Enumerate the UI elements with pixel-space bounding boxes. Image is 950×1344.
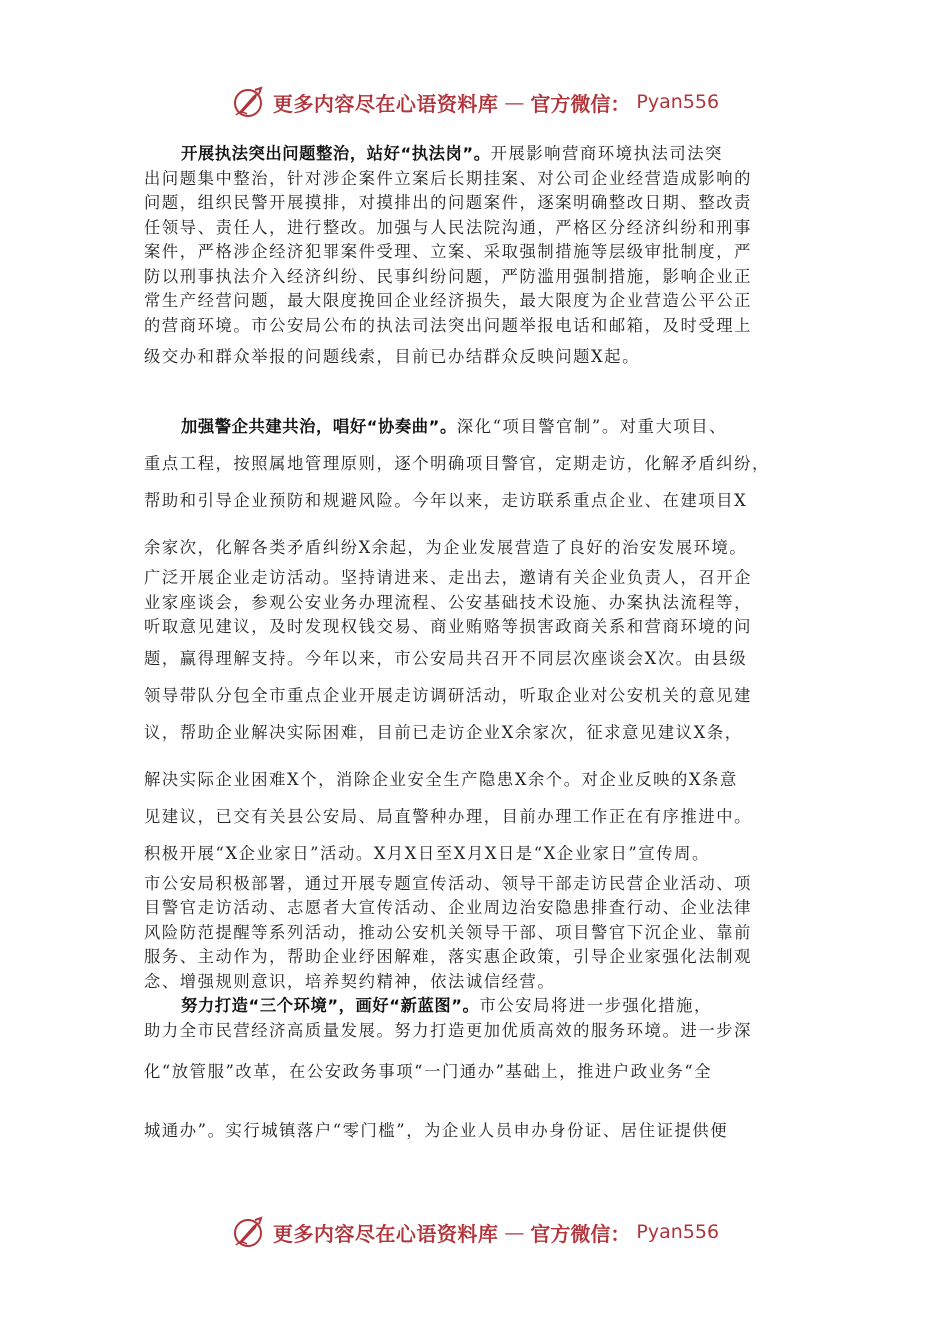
- paragraph-line: 题，赢得理解支持。今年以来，市公安局共召开不同层次座谈会X次。由县级: [144, 648, 748, 668]
- paragraph-line: 听取意见建议，及时发现权钱交易、商业贿赂等损害政商关系和营商环境的问: [144, 617, 752, 636]
- paragraph-line: 案件，严格涉企经济犯罪案件受理、立案、采取强制措施等层级审批制度，严: [144, 242, 752, 261]
- paragraph-line: 目警官走访活动、志愿者大宣传活动、企业周边治安隐患排查行动、企业法律: [144, 898, 752, 917]
- paragraph-line: 问题，组织民警开展摸排，对摸排出的问题案件，逐案明确整改日期、整改责: [144, 193, 752, 212]
- paragraph-line: 风险防范提醒等系列活动，推动公安机关领导干部、项目警官下沉企业、靠前: [144, 922, 752, 942]
- banner-wechat-id: Pyan556: [636, 91, 720, 113]
- paragraph-line: 广泛开展企业走访活动。坚持请进来、走出去，邀请有关企业负责人，召开企: [144, 568, 752, 587]
- footer-banner: [0, 1212, 950, 1252]
- banner-text: 更多内容尽在心语资料库: [272, 1221, 499, 1246]
- paragraph-line: 见建议，已交有关县公安局、局直警种办理，目前办理工作正在有序推进中。: [144, 806, 752, 826]
- document-body: [144, 142, 808, 1149]
- paragraph-text: 深化“项目警官制”。对重大项目、: [456, 417, 728, 436]
- paragraph-line: 领导带队分包全市重点企业开展走访调研活动，听取企业对公安机关的意见建: [144, 685, 752, 705]
- pen-logo-icon: [231, 1214, 267, 1250]
- banner-wechat-label: 官方微信：: [530, 1221, 631, 1246]
- paragraph-lead: 加强警企共建共治，唱好“协奏曲”。: [181, 417, 457, 436]
- paragraph-line: 服务、主动作为，帮助企业纾困解难，落实惠企政策，引导企业家强化法制观: [144, 947, 752, 966]
- paragraph-line: 市公安局积极部署，通过开展专题宣传活动、领导干部走访民营企业活动、项: [144, 873, 752, 893]
- paragraph-lead: 努力打造“三个环境”，画好“新蓝图”。: [181, 996, 480, 1015]
- paragraph-line: 念、增强规则意识，培养契约精神，依法诚信经营。: [144, 971, 556, 991]
- paragraph-line: [144, 994, 808, 1019]
- paragraph-line: 帮助和引导企业预防和规避风险。今年以来，走访联系重点企业、在建项目X: [144, 491, 748, 510]
- paragraph-line: 余家次，化解各类矛盾纠纷X余起，为企业发展营造了良好的治安发展环境。: [144, 538, 748, 557]
- paragraph-line: 议，帮助企业解决实际困难，目前已走访企业X余家次，征求意见建议X条，: [144, 722, 743, 742]
- paragraph-line: 积极开展“X企业家日”活动。X月X日至X月X日是“X企业家日”宣传周。: [144, 843, 710, 863]
- paragraph-line: 解决实际企业困难X个，消除企业安全生产隐患X余个。对企业反映的X条意: [144, 769, 738, 789]
- header-banner: [0, 82, 950, 122]
- paragraph-law-enforcement: [144, 142, 808, 375]
- paragraph-line: 级交办和群众举报的问题线索，目前已办结群众反映问题X起。: [144, 347, 640, 366]
- paragraph-line: 防以刑事执法介入经济纠纷、民事纠纷问题，严防滥用强制措施，影响企业正: [144, 266, 752, 286]
- paragraph-line: 业家座谈会，参观公安业务办理流程、公安基础技术设施、办案执法流程等，: [144, 592, 752, 612]
- paragraph-line: 的营商环境。市公安局公布的执法司法突出问题举报电话和邮箱，及时受理上: [144, 315, 752, 335]
- paragraph-text: 市公安局将进一步强化措施，: [479, 996, 712, 1015]
- paragraph-three-environments: [144, 994, 808, 1149]
- paragraph-line: [144, 408, 808, 445]
- paragraph-line: 化“放管服”改革，在公安政务事项“一门通办”基础上，推进户政业务“全: [144, 1062, 713, 1081]
- paragraph-line: [144, 142, 808, 167]
- paragraph-line: 常生产经营问题，最大限度挽回企业经济损失，最大限度为企业营造公平公正: [144, 291, 752, 310]
- paragraph-police-enterprise: [144, 408, 808, 994]
- paragraph-line: 出问题集中整治，针对涉企案件立案后长期挂案、对公司企业经营造成影响的: [144, 168, 752, 188]
- paragraph-text: 开展影响营商环境执法司法突: [490, 144, 724, 163]
- banner-separator: —: [504, 90, 525, 114]
- banner-separator: —: [504, 1220, 525, 1244]
- pen-logo-icon: [231, 84, 267, 120]
- banner-text: 更多内容尽在心语资料库: [272, 91, 499, 116]
- banner-wechat-id: Pyan556: [636, 1221, 720, 1243]
- paragraph-line: 助力全市民营经济高质量发展。努力打造更加优质高效的服务环境。进一步深: [144, 1020, 752, 1040]
- banner-wechat-label: 官方微信：: [530, 91, 631, 116]
- paragraph-line: 重点工程，按照属地管理原则，逐个明确项目警官，定期走访，化解矛盾纠纷，: [144, 454, 770, 473]
- paragraph-line: 任领导、责任人，进行整改。加强与人民法院沟通，严格区分经济纠纷和刑事: [144, 217, 752, 237]
- paragraph-line: 城通办”。实行城镇落户“零门槛”，为企业人员申办身份证、居住证提供便: [144, 1121, 729, 1140]
- paragraph-lead: 开展执法突出问题整治，站好“执法岗”。: [181, 144, 491, 163]
